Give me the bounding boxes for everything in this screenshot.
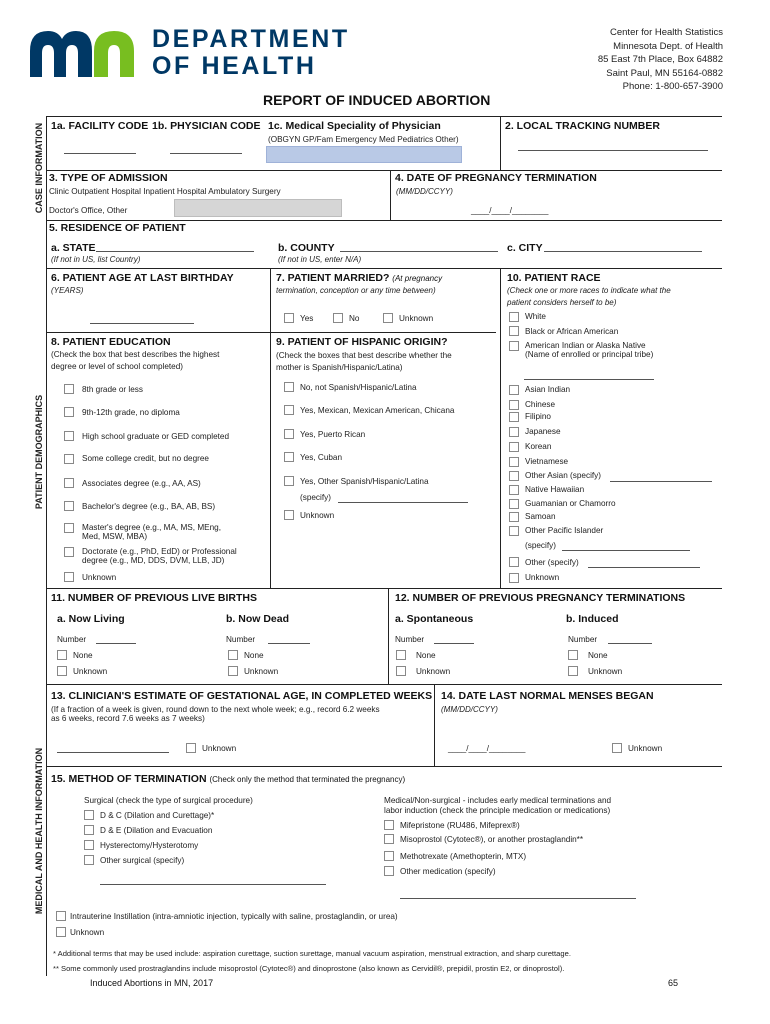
living-none-label: None <box>73 651 93 660</box>
race-checkbox[interactable] <box>509 385 519 395</box>
menses-date-field[interactable]: ____/____/________ <box>448 744 526 753</box>
race-option: Other Asian (specify) <box>525 471 601 480</box>
gestational-unknown-label: Unknown <box>202 744 237 753</box>
race-option: Japanese <box>525 427 561 436</box>
race-option: Other (specify) <box>525 558 579 567</box>
state-note: (If not in US, list Country) <box>51 255 141 264</box>
education-option: High school graduate or GED completed <box>82 432 229 441</box>
race-checkbox[interactable] <box>509 312 519 322</box>
divider <box>46 588 722 589</box>
spont-unknown-checkbox[interactable] <box>396 666 406 676</box>
spont-number-field[interactable] <box>434 643 474 644</box>
race-checkbox[interactable] <box>509 499 519 509</box>
address-line: Center for Health Statistics <box>610 27 723 38</box>
education-option: degree (e.g., MD, DDS, DVM, LLB, JD) <box>82 556 225 565</box>
induced-number-label: Number <box>568 635 598 644</box>
education-checkbox[interactable] <box>64 501 74 511</box>
education-header: 8. PATIENT EDUCATION <box>51 336 171 348</box>
births-header: 11. NUMBER OF PREVIOUS LIVE BIRTHS <box>51 592 257 604</box>
hispanic-checkbox[interactable] <box>284 429 294 439</box>
facility-code-label: 1a. FACILITY CODE <box>51 120 149 132</box>
medical-specify-field[interactable] <box>400 898 636 899</box>
race-option: Unknown <box>525 573 560 582</box>
physician-code-label: 1b. PHYSICIAN CODE <box>152 120 261 132</box>
dead-unknown-label: Unknown <box>244 667 279 676</box>
living-unknown-checkbox[interactable] <box>57 666 67 676</box>
divider-v <box>434 684 435 766</box>
surgical-label: Surgical (check the type of surgical procedure) <box>84 796 253 805</box>
department-line2: OF HEALTH <box>152 52 317 80</box>
hispanic-option: Yes, Puerto Rican <box>300 430 366 439</box>
education-option: Med, MSW, MBA) <box>82 532 148 541</box>
living-none-checkbox[interactable] <box>57 650 67 660</box>
county-label: b. COUNTY <box>278 242 335 254</box>
induced-none-label: None <box>588 651 608 660</box>
education-option: Unknown <box>82 573 117 582</box>
hispanic-checkbox[interactable] <box>284 476 294 486</box>
city-label: c. CITY <box>507 242 543 254</box>
mn-logo-icon <box>28 27 138 79</box>
married-note: termination, conception or any time between) <box>276 286 436 295</box>
education-checkbox[interactable] <box>64 572 74 582</box>
specialty-options: (OBGYN GP/Fam Emergency Med Pediatrics Other) <box>268 135 459 144</box>
termination-date-label: 4. DATE OF PREGNANCY TERMINATION <box>395 172 597 184</box>
education-checkbox[interactable] <box>64 384 74 394</box>
induced-none-checkbox[interactable] <box>568 650 578 660</box>
menses-unknown-checkbox[interactable] <box>612 743 622 753</box>
now-living-label: a. Now Living <box>57 613 125 625</box>
surgical-option: Other surgical (specify) <box>100 856 185 865</box>
divider-v <box>500 268 501 588</box>
race-option: Native Hawaiian <box>525 485 585 494</box>
dead-none-checkbox[interactable] <box>228 650 238 660</box>
race-option: Samoan <box>525 512 556 521</box>
pregnancies-header: 12. NUMBER OF PREVIOUS PREGNANCY TERMINATIONS <box>395 592 686 604</box>
age-header: 6. PATIENT AGE AT LAST BIRTHDAY <box>51 272 234 284</box>
gestational-note: (If a fraction of a week is given, round down to the next whole week; e.g., record 6.2 weeks <box>51 705 380 714</box>
surgical-checkbox[interactable] <box>84 810 94 820</box>
now-dead-label: b. Now Dead <box>226 613 290 625</box>
side-label-patient: PATIENT DEMOGRAPHICS <box>34 394 45 510</box>
footer-title: Induced Abortions in MN, 2017 <box>90 978 214 988</box>
race-option: Guamanian or Chamorro <box>525 499 616 508</box>
gestational-field[interactable] <box>57 752 169 753</box>
footnote: * Additional terms that may be used include: aspiration curettage, suction surettage, manual vacuum aspiration, menstrual extraction, and sharp curettage. <box>53 949 571 958</box>
medical-checkbox[interactable] <box>384 834 394 844</box>
race-checkbox[interactable] <box>509 400 519 410</box>
divider <box>46 766 722 767</box>
footnote: ** Some commonly used prostraglandins include misoprostol (Cytotec®) and dinoprostone (also known as Cervidil®, prepidil, prostin E2, or dinoprostol). <box>53 964 565 973</box>
surgical-option: D & C (Dilation and Curettage)* <box>100 811 215 820</box>
gestational-header: 13. CLINICIAN'S ESTIMATE OF GESTATIONAL AGE, IN COMPLETED WEEKS <box>51 690 433 702</box>
county-note: (If not in US, enter N/A) <box>278 255 362 264</box>
city-field[interactable] <box>544 251 702 252</box>
medical-label: Medical/Non-surgical - includes early medical terminations and <box>384 796 612 805</box>
education-option: 9th-12th grade, no diploma <box>82 408 180 417</box>
race-checkbox[interactable] <box>509 573 519 583</box>
race-checkbox[interactable] <box>509 526 519 536</box>
race-checkbox[interactable] <box>509 341 519 351</box>
education-option: Master's degree (e.g., MA, MS, MEng, <box>82 523 221 532</box>
hispanic-checkbox[interactable] <box>284 405 294 415</box>
divider-v <box>270 268 271 588</box>
gestational-note: as 6 weeks, record 7.6 weeks as 7 weeks) <box>51 714 205 723</box>
divider <box>46 170 722 171</box>
method-header: 15. METHOD OF TERMINATION (Check only the method that terminated the pregnancy) <box>51 773 406 785</box>
medical-checkbox[interactable] <box>384 851 394 861</box>
surgical-checkbox[interactable] <box>84 840 94 850</box>
department-line1: DEPARTMENT <box>152 25 350 53</box>
dead-number-field[interactable] <box>268 643 310 644</box>
married-unknown-checkbox[interactable] <box>383 313 393 323</box>
married-no-label: No <box>349 314 360 323</box>
education-option: Doctorate (e.g., PhD, EdD) or Professional <box>82 547 237 556</box>
pacific-islander-field[interactable] <box>562 550 690 551</box>
married-no-checkbox[interactable] <box>333 313 343 323</box>
spont-none-checkbox[interactable] <box>396 650 406 660</box>
race-checkbox[interactable] <box>509 427 519 437</box>
race-note: (Check one or more races to indicate what the <box>507 286 671 295</box>
hispanic-header: 9. PATIENT OF HISPANIC ORIGIN? <box>276 336 448 348</box>
side-label-medical: MEDICAL AND HEALTH INFORMATION <box>34 747 44 915</box>
instillation-label: Intrauterine Instillation (intra-amniotic injection, typically with saline, prostaglandin, or urea) <box>70 912 398 921</box>
education-checkbox[interactable] <box>64 407 74 417</box>
admission-options: Clinic Outpatient Hospital Inpatient Hospital Ambulatory Surgery <box>49 187 281 196</box>
address-block <box>598 26 723 94</box>
surgical-specify-field[interactable] <box>100 884 326 885</box>
education-note: degree or level of school completed) <box>51 362 183 371</box>
medical-option: Methotrexate (Amethopterin, MTX) <box>400 852 527 861</box>
address-line: 85 East 7th Place, Box 64882 <box>597 54 723 66</box>
hispanic-specify: (specify) <box>300 493 331 502</box>
hispanic-option: No, not Spanish/Hispanic/Latina <box>300 383 417 392</box>
race-checkbox[interactable] <box>509 512 519 522</box>
hispanic-note: (Check the boxes that best describe whether the <box>276 351 452 360</box>
facility-code-field[interactable] <box>64 153 136 154</box>
admission-select[interactable] <box>174 199 342 217</box>
married-unknown-label: Unknown <box>399 314 434 323</box>
surgical-option: D & E (Dilation and Evacuation <box>100 826 213 835</box>
state-label: a. STATE <box>51 242 96 254</box>
education-option: Bachelor's degree (e.g., BA, AB, BS) <box>82 502 216 511</box>
race-option: Asian Indian <box>525 385 571 394</box>
tracking-number-label: 2. LOCAL TRACKING NUMBER <box>505 120 660 132</box>
race-other-field[interactable] <box>588 567 700 568</box>
living-unknown-label: Unknown <box>73 667 108 676</box>
induced-unknown-label: Unknown <box>588 667 623 676</box>
education-checkbox[interactable] <box>64 478 74 488</box>
living-number-label: Number <box>57 635 87 644</box>
spontaneous-label: a. Spontaneous <box>395 613 474 625</box>
medical-option: Other medication (specify) <box>400 867 496 876</box>
divider-v <box>390 170 391 220</box>
surgical-checkbox[interactable] <box>84 825 94 835</box>
race-checkbox[interactable] <box>509 485 519 495</box>
address-line: Minnesota Dept. of Health <box>613 40 723 52</box>
spont-none-label: None <box>416 651 436 660</box>
race-option: Black or African American <box>525 327 619 336</box>
divider-v <box>500 116 501 170</box>
age-field[interactable] <box>90 323 194 324</box>
education-checkbox[interactable] <box>64 431 74 441</box>
race-option: (specify) <box>525 541 556 550</box>
divider <box>46 332 496 333</box>
hispanic-option: Yes, Cuban <box>300 453 343 462</box>
married-yes-label: Yes <box>300 314 314 323</box>
married-yes-checkbox[interactable] <box>284 313 294 323</box>
spont-number-label: Number <box>395 635 425 644</box>
race-note: patient considers herself to be) <box>507 298 617 307</box>
medical-checkbox[interactable] <box>384 866 394 876</box>
termination-date-format: (MM/DD/CCYY) <box>396 187 453 196</box>
termination-date-field[interactable]: ____/____/________ <box>471 206 549 215</box>
race-option: Filipino <box>525 412 551 421</box>
page-title: REPORT OF INDUCED ABORTION <box>263 92 491 108</box>
hispanic-option: Unknown <box>300 511 335 520</box>
surgical-checkbox[interactable] <box>84 855 94 865</box>
menses-format: (MM/DD/CCYY) <box>441 705 498 714</box>
menses-header: 14. DATE LAST NORMAL MENSES BEGAN <box>441 690 654 702</box>
race-option: Korean <box>525 442 552 451</box>
instillation-checkbox[interactable] <box>56 911 66 921</box>
page-number: 65 <box>668 978 679 988</box>
medical-checkbox[interactable] <box>384 820 394 830</box>
address-line: Phone: 1-800-657-3900 <box>622 81 723 93</box>
induced-unknown-checkbox[interactable] <box>568 666 578 676</box>
frame-top <box>46 116 722 117</box>
method-unknown-label: Unknown <box>70 928 105 937</box>
hispanic-checkbox[interactable] <box>284 452 294 462</box>
race-option: Chinese <box>525 400 556 409</box>
race-checkbox[interactable] <box>509 457 519 467</box>
induced-number-field[interactable] <box>608 643 652 644</box>
age-unit: (YEARS) <box>51 286 84 295</box>
physician-code-field[interactable] <box>170 153 242 154</box>
living-number-field[interactable] <box>96 643 136 644</box>
divider <box>46 220 722 221</box>
admission-options-2: Doctor's Office, Other <box>49 206 128 215</box>
race-header: 10. PATIENT RACE <box>507 272 601 284</box>
education-option: 8th grade or less <box>82 385 143 394</box>
divider-v <box>388 588 389 684</box>
surgical-option: Hysterectomy/Hysterotomy <box>100 841 199 850</box>
divider <box>46 684 722 685</box>
race-checkbox[interactable] <box>509 557 519 567</box>
married-header: 7. PATIENT MARRIED? (At pregnancy <box>276 272 443 284</box>
induced-label: b. Induced <box>566 613 619 625</box>
hispanic-note: mother is Spanish/Hispanic/Latina) <box>276 363 403 372</box>
hispanic-checkbox[interactable] <box>284 382 294 392</box>
education-checkbox[interactable] <box>64 547 74 557</box>
medical-option: Misoprostol (Cytotec®), or another prostaglandin** <box>400 835 584 844</box>
education-checkbox[interactable] <box>64 454 74 464</box>
education-checkbox[interactable] <box>64 523 74 533</box>
education-option: Associates degree (e.g., AA, AS) <box>82 479 201 488</box>
education-option: Some college credit, but no degree <box>82 454 209 463</box>
address-line: Saint Paul, MN 55164-0882 <box>606 67 723 79</box>
spont-unknown-label: Unknown <box>416 667 451 676</box>
county-field[interactable] <box>340 251 498 252</box>
race-option: Vietnamese <box>525 457 569 466</box>
race-checkbox[interactable] <box>509 471 519 481</box>
dead-number-label: Number <box>226 635 256 644</box>
race-checkbox[interactable] <box>509 412 519 422</box>
race-checkbox[interactable] <box>509 442 519 452</box>
dead-none-label: None <box>244 651 264 660</box>
gestational-unknown-checkbox[interactable] <box>186 743 196 753</box>
method-unknown-checkbox[interactable] <box>56 927 66 937</box>
hispanic-option: Yes, Mexican, Mexican American, Chicana <box>300 406 455 415</box>
race-checkbox[interactable] <box>509 326 519 336</box>
menses-unknown-label: Unknown <box>628 744 663 753</box>
side-label-case: CASE INFORMATION <box>34 122 44 214</box>
medical-option: Mifepristone (RU486, Mifeprex®) <box>400 821 520 830</box>
education-note: (Check the box that best describes the highest <box>51 350 220 359</box>
hispanic-option: Yes, Other Spanish/Hispanic/Latina <box>300 477 429 486</box>
divider <box>46 268 722 269</box>
residence-header: 5. RESIDENCE OF PATIENT <box>49 222 186 234</box>
tracking-number-field[interactable] <box>518 150 708 151</box>
race-option: Other Pacific Islander <box>525 526 604 535</box>
race-option: (Name of enrolled or principal tribe) <box>525 350 654 359</box>
other-asian-field[interactable] <box>610 481 712 482</box>
specialty-label: 1c. Medical Speciality of Physician <box>268 120 441 132</box>
race-option: American Indian or Alaska Native <box>525 341 646 350</box>
dead-unknown-checkbox[interactable] <box>228 666 238 676</box>
frame-left <box>46 116 47 976</box>
specialty-select[interactable] <box>266 146 462 163</box>
state-field[interactable] <box>96 251 254 252</box>
medical-label: labor induction (check the principle medication or medications) <box>384 806 611 815</box>
race-option: White <box>525 312 546 321</box>
tribe-field[interactable] <box>524 379 654 380</box>
admission-label: 3. TYPE OF ADMISSION <box>49 172 168 184</box>
hispanic-checkbox[interactable] <box>284 510 294 520</box>
hispanic-specify-field[interactable] <box>338 502 468 503</box>
